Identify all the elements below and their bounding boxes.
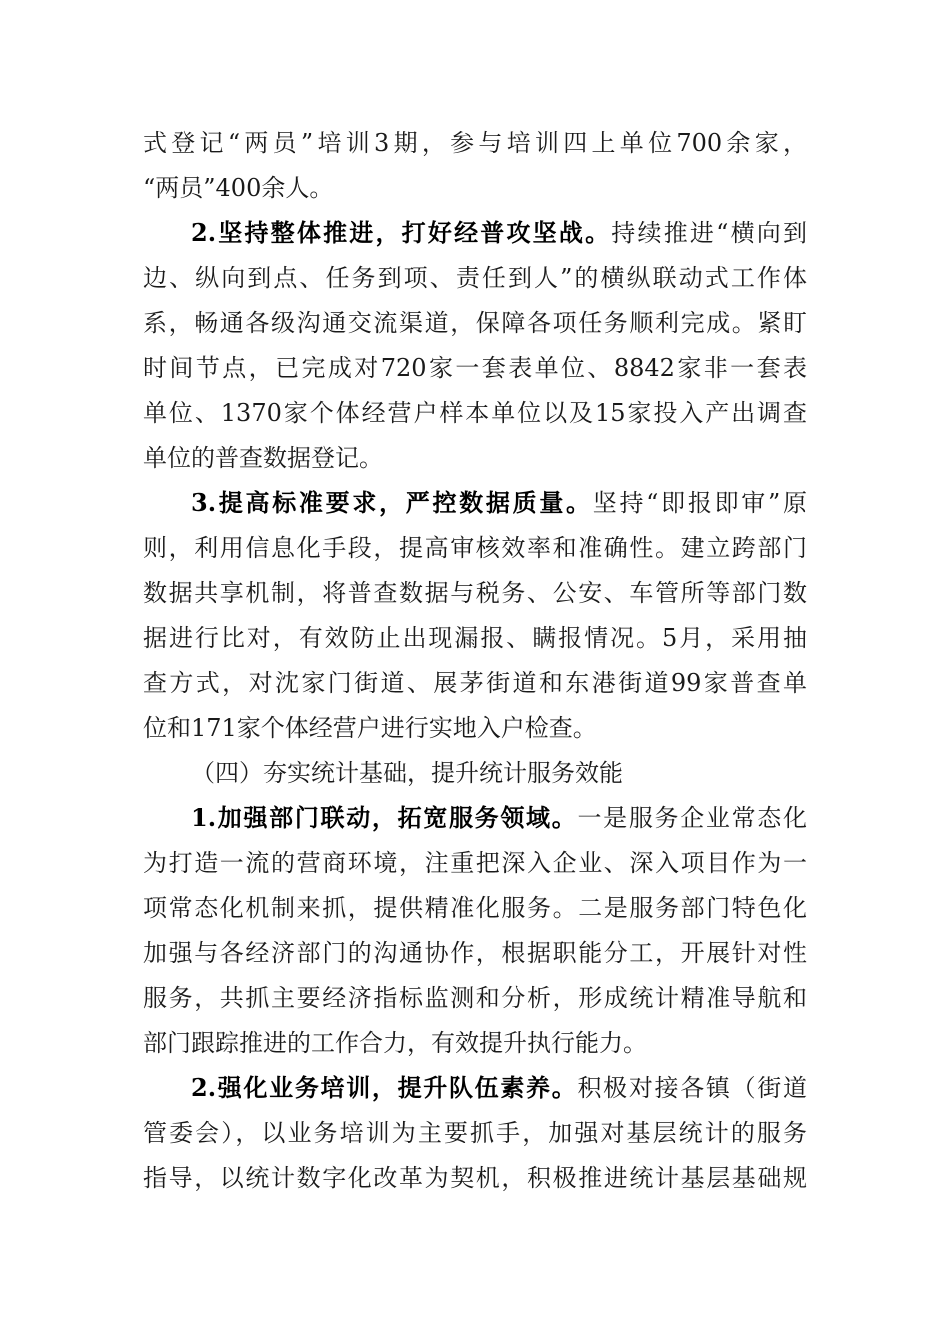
p1-line-2: “两员”400余人。 xyxy=(143,174,334,202)
p5-line-1-rest: 积极对接各镇（街道 xyxy=(577,1074,807,1102)
p4-line-2: 为打造一流的营商环境，注重把深入企业、深入项目作为一 xyxy=(143,849,807,877)
p4-line-6: 部门跟踪推进的工作合力，有效提升执行能力。 xyxy=(143,1029,647,1057)
p3-line-4: 据进行比对，有效防止出现漏报、瞒报情况。5月，采用抽 xyxy=(143,624,807,652)
p2-heading: 2.坚持整体推进，打好经普攻坚战。 xyxy=(191,218,612,247)
p3-line-6: 位和171家个体经营户进行实地入户检查。 xyxy=(143,714,597,742)
p4-line-1-rest: 一是服务企业常态化 xyxy=(577,804,807,832)
p2-line-2: 边、纵向到点、任务到项、责任到人”的横纵联动式工作体 xyxy=(143,264,807,292)
p4-line-3: 项常态化机制来抓，提供精准化服务。二是服务部门特色化 xyxy=(143,894,807,922)
p2-line-5: 单位、1370家个体经营户样本单位以及15家投入产出调查 xyxy=(143,399,807,427)
p5-line-1 xyxy=(191,1066,807,1110)
p5-line-3: 指导，以统计数字化改革为契机，积极推进统计基层基础规 xyxy=(143,1164,807,1192)
p4-heading: 1.加强部门联动，拓宽服务领域。 xyxy=(191,803,578,832)
p2-line-1-rest: 持续推进“横向到 xyxy=(611,219,807,247)
p3-line-1-rest: 坚持“即报即审”原 xyxy=(592,489,807,517)
p3-heading: 3.提高标准要求，严控数据质量。 xyxy=(191,488,593,517)
p2-line-3: 系，畅通各级沟通交流渠道，保障各项任务顺利完成。紧盯 xyxy=(143,309,807,337)
p4-line-5: 服务，共抓主要经济指标监测和分析，形成统计精准导航和 xyxy=(143,984,807,1012)
p2-line-1 xyxy=(191,211,807,255)
section-4-title: （四）夯实统计基础，提升统计服务效能 xyxy=(191,759,623,787)
p4-line-4: 加强与各经济部门的沟通协作，根据职能分工，开展针对性 xyxy=(143,939,807,967)
p3-line-3: 数据共享机制，将普查数据与税务、公安、车管所等部门数 xyxy=(143,579,807,607)
p1-line-1: 式登记“两员”培训3期，参与培训四上单位700余家， xyxy=(143,129,807,157)
p3-line-1 xyxy=(191,481,807,525)
p3-line-2: 则，利用信息化手段，提高审核效率和准确性。建立跨部门 xyxy=(143,534,807,562)
p2-line-6: 单位的普查数据登记。 xyxy=(143,444,383,472)
p3-line-5: 查方式，对沈家门街道、展茅街道和东港街道99家普查单 xyxy=(143,669,807,697)
p2-line-4: 时间节点，已完成对720家一套表单位、8842家非一套表 xyxy=(143,354,807,382)
p5-heading: 2.强化业务培训，提升队伍素养。 xyxy=(191,1073,578,1102)
p5-line-2: 管委会），以业务培训为主要抓手，加强对基层统计的服务 xyxy=(143,1119,807,1147)
p4-line-1 xyxy=(191,796,807,840)
